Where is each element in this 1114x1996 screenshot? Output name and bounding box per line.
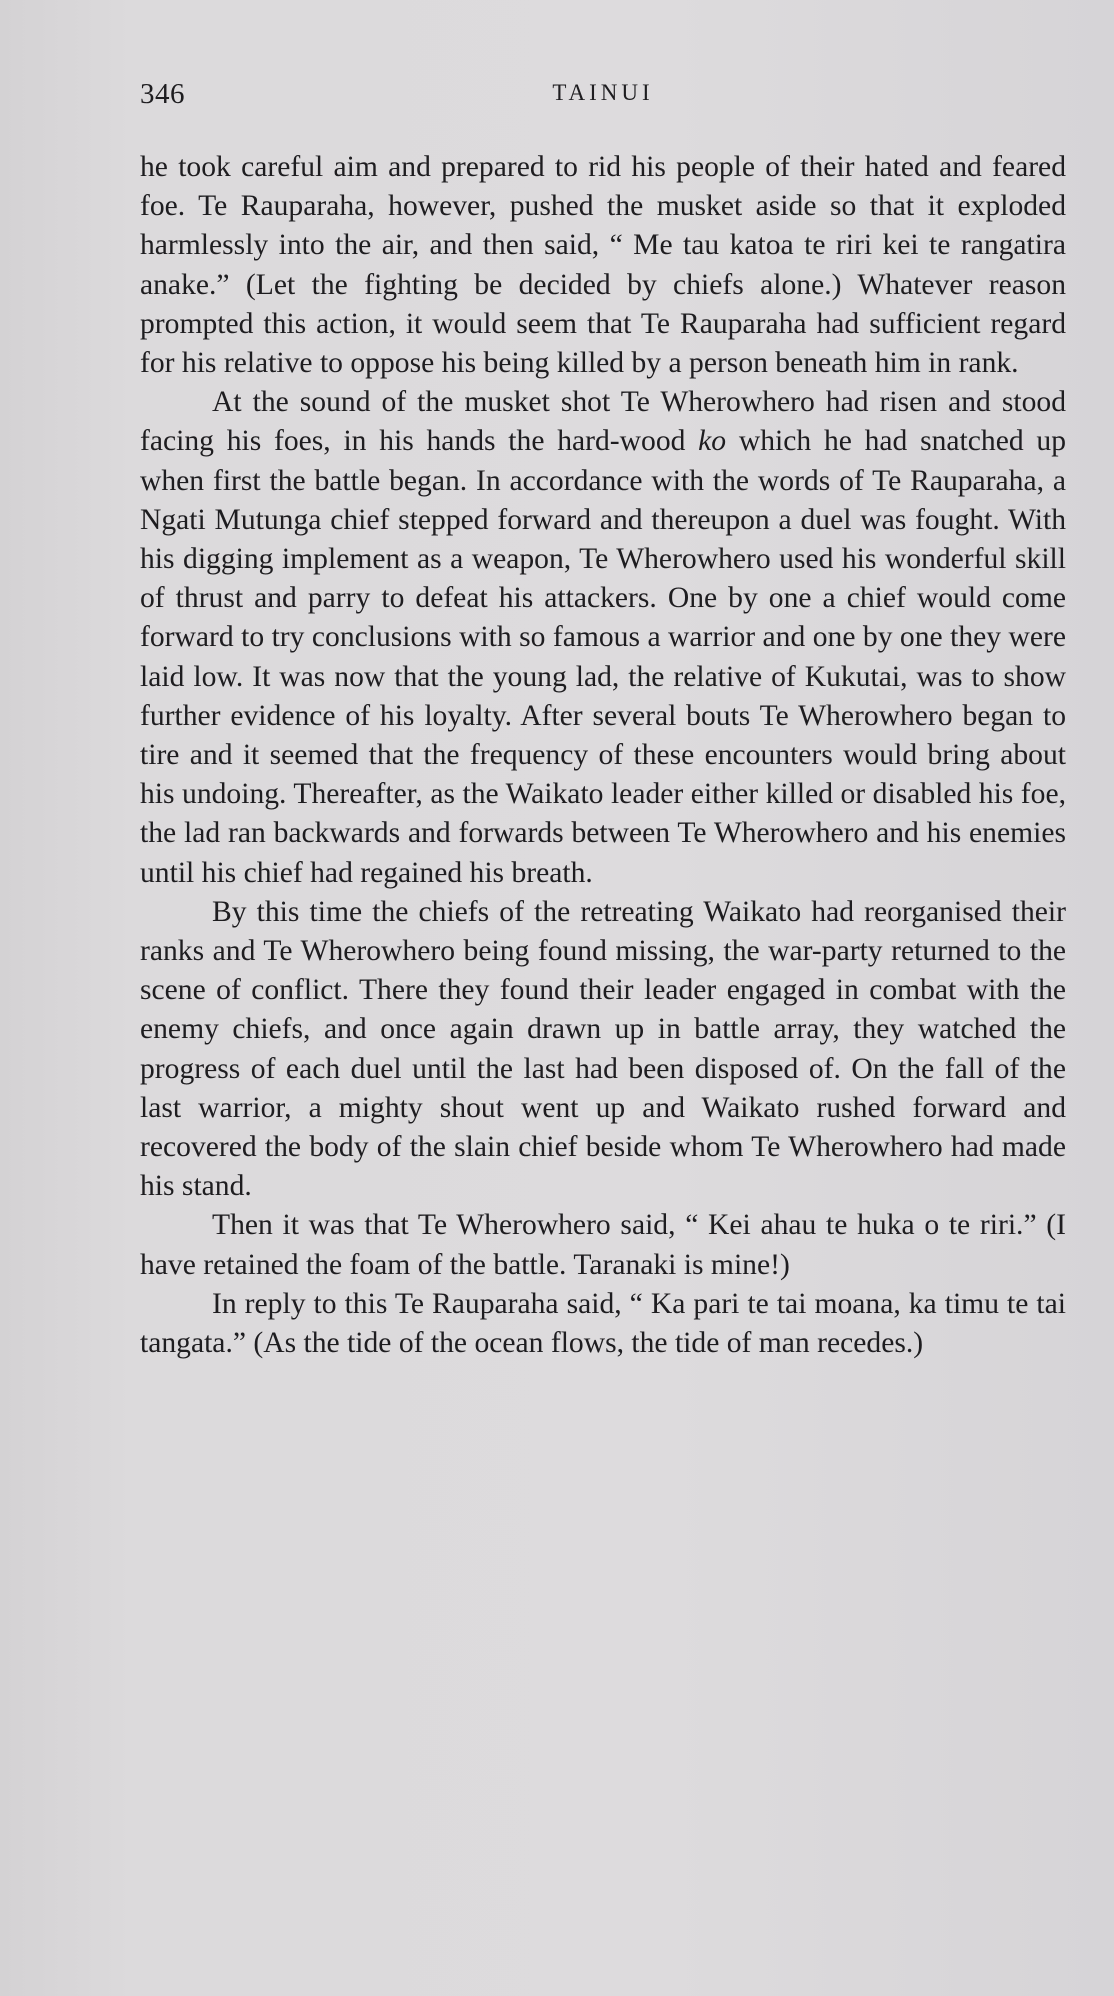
paragraph-te-wherowhero-said: Then it was that Te Wherowhero said, “ Kei ahau te huka o te riri.” (I have retained the foam of the battle. Taranaki is mine!) (140, 1209, 1066, 1281)
page-header (140, 78, 1066, 118)
paragraph-retreating-waikato: By this time the chiefs of the retreating Waikato had reorganised their ranks and Te Wherowhero being found missing, the war-party returned to the scene of conflict. There they found their leader engaged in combat with the enemy chiefs, and once again drawn up in battle array, they watched the progress of each duel until the last had been disposed of. On the fall of the last warrior, a mighty shout went up and Waikato rushed forward and recovered the body of the slain chief beside whom Te Wherowhero had made his stand. (140, 895, 1066, 1203)
paragraph-te-rauparaha-reply: In reply to this Te Rauparaha said, “ Ka pari te tai moana, ka timu te tai tangata.” (As the tide of the ocean flows, the tide of man recedes.) (140, 1287, 1066, 1360)
body-text (140, 148, 1066, 1363)
italic-word-ko: ko (698, 425, 727, 458)
paragraph-musket-shot (140, 383, 1066, 893)
running-head: TAINUI (552, 80, 654, 105)
paragraph-text-after-italic: which he had snatched up when first the battle began. In accordance with the words of Te Rauparaha, a Ngati Mutunga chief stepped forward and thereupon a duel was fought. With his digging implement as a weapon, Te Wherowhero used his wonderful skill of thrust and parry to defeat his attackers. One by one a chief would come forward to try conclusions with so famous a warrior and one by one they were laid low. It was now that the young lad, the relative of Kukutai, was to show further evidence of his loyalty. After several bouts Te Wherowhero began to tire and it seemed that the frequency of these encounters would bring about his undoing. Thereafter, as the Waikato leader either killed or disabled his foe, the lad ran backwards and forwards between Te Wherowhero and his enemies until his chief had regained his breath. (140, 425, 1066, 889)
page-number: 346 (140, 78, 185, 110)
paragraph-continuation: he took careful aim and prepared to rid his people of their hated and feared foe. Te Rauparaha, however, pushed the musket aside so that it exploded harmlessly into the air, and then said, “ Me tau katoa te riri kei te rangatira anake.” (Let the fighting be decided by chiefs alone.) Whatever reason prompted this action, it would seem that Te Rauparaha had sufficient regard for his relative to oppose his being killed by a person beneath him in rank. (140, 151, 1066, 380)
paragraph-text-before-italic: At the sound of the musket shot Te Wherowhero had risen and stood facing his foes, in his hands the hard-wood (140, 386, 1066, 458)
